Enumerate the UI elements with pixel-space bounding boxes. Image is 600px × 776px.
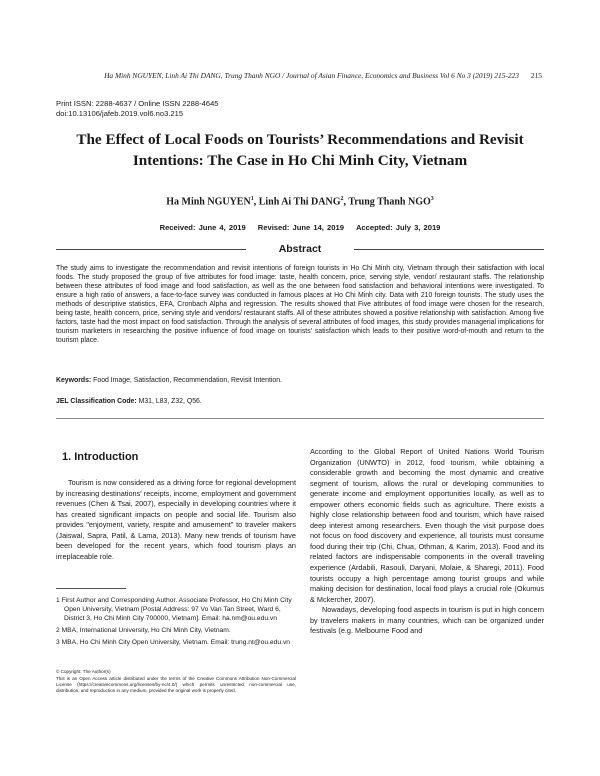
doi-line: doi:10.13106/jafeb.2019.vol6.no3.215: [56, 109, 184, 118]
intro-paragraph-3: Nowadays, developing food aspects in tourism is put in high concern by travelers makers in many countries, which can be organized under festivals (e.g. Melbourne Food and: [310, 605, 544, 636]
footnote-3: 3 MBA, Ho Chi Minh City Open University, Vietnam. Email: trung.nt@ou.edu.vn: [56, 639, 291, 646]
author-separator: ,: [253, 196, 259, 208]
footnote-2: 2 MBA, International University, Ho Chi Minh City, Vietnam.: [56, 627, 231, 634]
footnote-rule: [56, 588, 126, 589]
author-1: Ha Minh NGUYEN: [166, 196, 251, 208]
author-3-affil: 3: [430, 196, 434, 202]
running-head-text: Ha Minh NGUYEN, Linh Ai Thi DANG, Trung Thanh NGO / Journal of Asian Finance, Economics and Business Vol 6 No 3 (2019) 215-223: [104, 71, 519, 80]
keywords-text: Food Image, Satisfaction, Recommendation, Revisit Intention.: [91, 377, 282, 384]
keywords: [56, 377, 544, 384]
abstract-heading-row: [56, 243, 544, 255]
jel-text: M31, L83, Z32, Q56.: [136, 398, 202, 405]
paper-title: [56, 129, 544, 171]
introduction-heading: 1. Introduction: [62, 451, 139, 463]
author-1-affil: 1: [250, 196, 254, 202]
abstract-text: The study aims to investigate the recommendation and revisit intentions of foreign tourists in Ho Chi Minh city, Vietnam through their satisfaction with local foods. The study proposed the group of five attributes for food image: taste, health concern, price, serving style, vendor/ restaurant staffs. The relationship between these attributes of food image and food satisfaction, as well as the one between food satisfaction and behavioral intentions were investigated. To ensure a high ratio of answers, a face-to-face survey was conducted in famous places at Ho Chi Minh city. Data with 210 foreign tourists. The study uses the methods of descriptive statistics, EFA, Cronbach Alpha and regression. The results showed that Five attributes of food image were chosen for the research, being taste, health concern, price, serving style and vendors/ restaurant staffs. All of these attributes showed a positive relationship with satisfaction. Among five factors, taste had the most impact on food satisfaction. Through the analysis of several attributes of food images, this study provides managerial implications for tourism marketers in researching the positive influence of food image on tourists' satisfaction which leads to their positive word-of-mouth and return to the tourism place.: [56, 265, 544, 345]
license-text: This is an Open Access article distributed under the terms of the Creative Commons Attribution Non-Commercial License (https://creativecommons.org/licenses/by-nc/4.0/) which permits unrestricted non-commercial use, distribution, and reproduction in any medium, provided the original work is properly cited.: [56, 676, 296, 693]
copyright-notice: [56, 669, 296, 694]
jel-label: JEL Classification Code:: [56, 398, 137, 405]
author-2: Linh Ai Thi DANG: [258, 196, 341, 208]
submission-dates: [56, 223, 544, 232]
revised-date: Revised: June 14, 2019: [257, 223, 344, 232]
abstract-rule-right: [354, 249, 544, 250]
footnote-1: 1 First Author and Corresponding Author. Associate Professor, Ho Chi Minh City Open University, Vietnam [Postal Address: 97 Vo Van Tan Street, Ward 6, District 3, Ho Chi Minh City 700000, Vietnam]. Email: ha.nm@ou.edu.vn: [56, 597, 292, 622]
received-date: Received: June 4, 2019: [159, 223, 246, 232]
page-number: 215: [530, 71, 542, 80]
right-column: [310, 447, 544, 637]
accepted-date: Accepted: July 3, 2019: [355, 223, 441, 232]
author-separator: ,: [343, 196, 349, 208]
intro-paragraph-2: According to the Global Report of United Nations World Tourism Organization (UNWTO) in 2012, food tourism, while obtaining a considerable growth and becoming the most dynamic and creative segment of tourism, allows the rural or developing communities to generate income and employment opportunities locally, as well as to empower others economic fields such as agriculture. There exists a highly close relationship between food and tourism, which have raised deep interest among researchers. Even though the visit purpose does not focus on food discovery and experience, all tourists must consume food during their trip (Chi, Chua, Othman, & Karim, 2013). Food and its related factors are indispensable components in the overall traveling experience (Ardabili, Rasouli, Daryani, Molaie, & Sharegi, 2011). Food tourists occupy a high percentage among tourist groups and while making decision for destination, local food plays a crucial role (Okumus & Mckercher, 2007).: [310, 447, 544, 604]
jel-classification: [56, 398, 544, 405]
abstract-rule-left: [56, 249, 246, 250]
author-list: [56, 196, 544, 207]
title-line-2: Intentions: The Case in Ho Chi Minh City, Vietnam: [132, 152, 468, 169]
intro-paragraph-1: Tourism is now considered as a driving force for regional development by increasing destinations' receipts, income, employment and government revenues (Chen & Tsai, 2007), especially in developing countries where it has created significant impacts on people and social life. Tourism also provides "enjoyment, variety, respite and amusement" to traveler makers (Jaiswal, Sapra, Patil, & Lama, 2013). Many new trends of tourism have been developed for the recent years, which food tourism plays an irreplaceable role.: [56, 478, 296, 561]
issn-block: [56, 99, 219, 119]
running-head: [60, 71, 542, 80]
section-divider: [56, 418, 544, 419]
left-column: [56, 478, 296, 562]
author-3: Trung Thanh NGO: [348, 196, 431, 208]
copyright-line: © Copyright: The Author(s): [56, 669, 111, 674]
abstract-heading: Abstract: [278, 243, 322, 255]
keywords-label: Keywords:: [56, 377, 92, 384]
issn-line: Print ISSN: 2288-4637 / Online ISSN 2288-4645: [56, 99, 219, 108]
footnotes: [56, 596, 296, 650]
author-2-affil: 2: [340, 196, 344, 202]
title-line-1: The Effect of Local Foods on Tourists’ Recommendations and Revisit: [76, 131, 524, 148]
